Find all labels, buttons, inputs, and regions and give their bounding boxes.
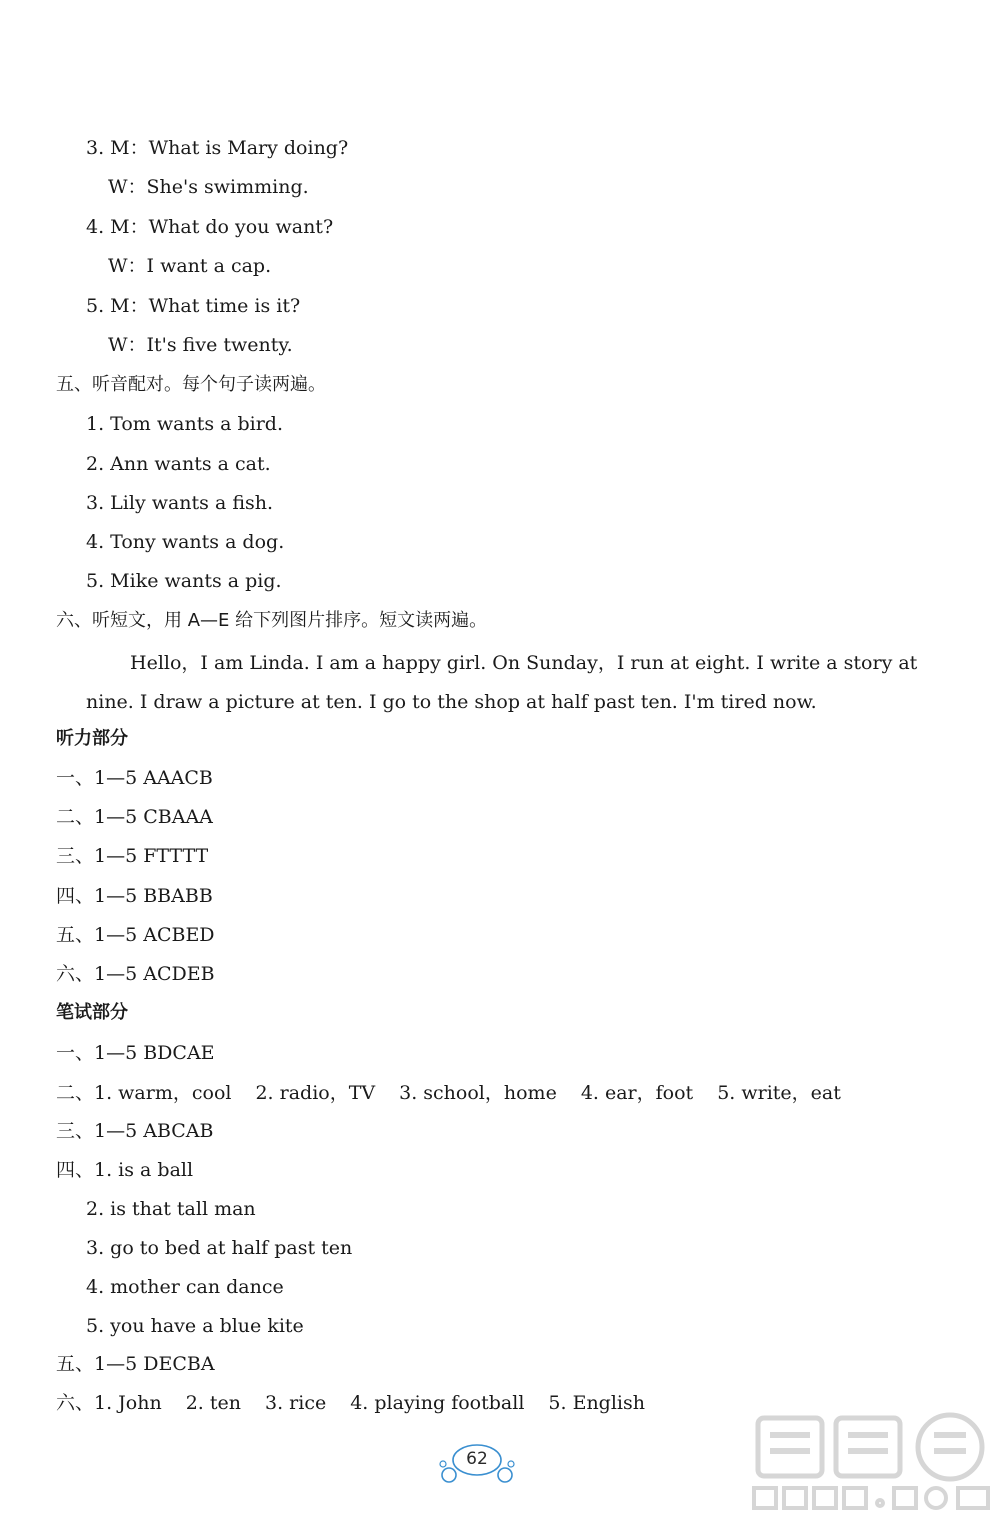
section5-item-2: 2. Ann wants a cat. xyxy=(86,453,271,475)
dialogue-4-m: 4. M：What do you want? xyxy=(86,216,334,238)
page-number-badge xyxy=(437,1440,517,1484)
listening-answer-1: 一、1—5 AAACB xyxy=(56,767,213,789)
listening-answer-4: 四、1—5 BBABB xyxy=(56,885,213,907)
written-answer-6-part-5: 5. English xyxy=(548,1392,645,1414)
written-answer-2-part-4: 4. ear，foot xyxy=(580,1082,694,1104)
section5-item-5: 5. Mike wants a pig. xyxy=(86,570,282,592)
page-number: 62 xyxy=(466,1449,488,1469)
section5-item-1: 1. Tom wants a bird. xyxy=(86,413,284,435)
dialogue-3-w: W：She's swimming. xyxy=(108,176,309,198)
section5-item-4: 4. Tony wants a dog. xyxy=(86,531,285,553)
dialogue-3-m: 3. M：What is Mary doing? xyxy=(86,137,349,159)
written-answer-2-part-2: 2. radio，TV xyxy=(255,1082,376,1104)
written-answer-6-part-2: 2. ten xyxy=(185,1392,241,1414)
written-answer-2-part-3: 3. school，home xyxy=(399,1082,557,1104)
written-answer-2-part-5: 5. write，eat xyxy=(717,1082,841,1104)
listening-answer-6: 六、1—5 ACDEB xyxy=(56,963,215,985)
watermark-logo xyxy=(744,1408,1000,1513)
written-answer-2-part-1: 二、1. warm，cool xyxy=(56,1082,232,1104)
written-answer-4-1: 四、1. is a ball xyxy=(56,1159,194,1181)
listening-answer-5: 五、1—5 ACBED xyxy=(56,924,215,946)
written-answer-4-5: 5. you have a blue kite xyxy=(86,1315,304,1337)
dialogue-5-m: 5. M：What time is it? xyxy=(86,295,301,317)
listening-answer-2: 二、1—5 CBAAA xyxy=(56,806,213,828)
written-answer-6-part-4: 4. playing football xyxy=(350,1392,525,1414)
written-answer-5: 五、1—5 DECBA xyxy=(56,1353,215,1375)
written-answer-1: 一、1—5 BDCAE xyxy=(56,1042,215,1064)
written-answer-4-2: 2. is that tall man xyxy=(86,1198,256,1220)
listening-answer-3: 三、1—5 FTTTT xyxy=(56,845,209,867)
written-answer-4-4: 4. mother can dance xyxy=(86,1276,284,1298)
dialogue-5-w: W：It's five twenty. xyxy=(108,334,293,356)
watermark-logo-icon xyxy=(744,1408,1000,1513)
listening-heading: 听力部分 xyxy=(56,728,128,749)
written-heading: 笔试部分 xyxy=(56,1002,128,1023)
dialogue-4-w: W：I want a cap. xyxy=(108,255,272,277)
written-answer-6 xyxy=(56,1391,645,1415)
written-answer-6-part-1: 六、1. John xyxy=(56,1392,162,1414)
written-answer-3: 三、1—5 ABCAB xyxy=(56,1120,214,1142)
section5-title: 五、听音配对。每个句子读两遍。 xyxy=(56,374,326,395)
section5-item-3: 3. Lily wants a fish. xyxy=(86,492,274,514)
section6-title: 六、听短文，用 A—E 给下列图片排序。短文读两遍。 xyxy=(56,610,488,631)
section6-passage-line-2: nine. I draw a picture at ten. I go to the shop at half past ten. I'm tired now. xyxy=(86,691,817,713)
written-answer-4-3: 3. go to bed at half past ten xyxy=(86,1237,353,1259)
written-answer-6-part-3: 3. rice xyxy=(265,1392,327,1414)
section6-passage-line-1: Hello，I am Linda. I am a happy girl. On Sunday，I run at eight. I write a story at xyxy=(130,652,918,674)
written-answer-2 xyxy=(56,1081,841,1105)
